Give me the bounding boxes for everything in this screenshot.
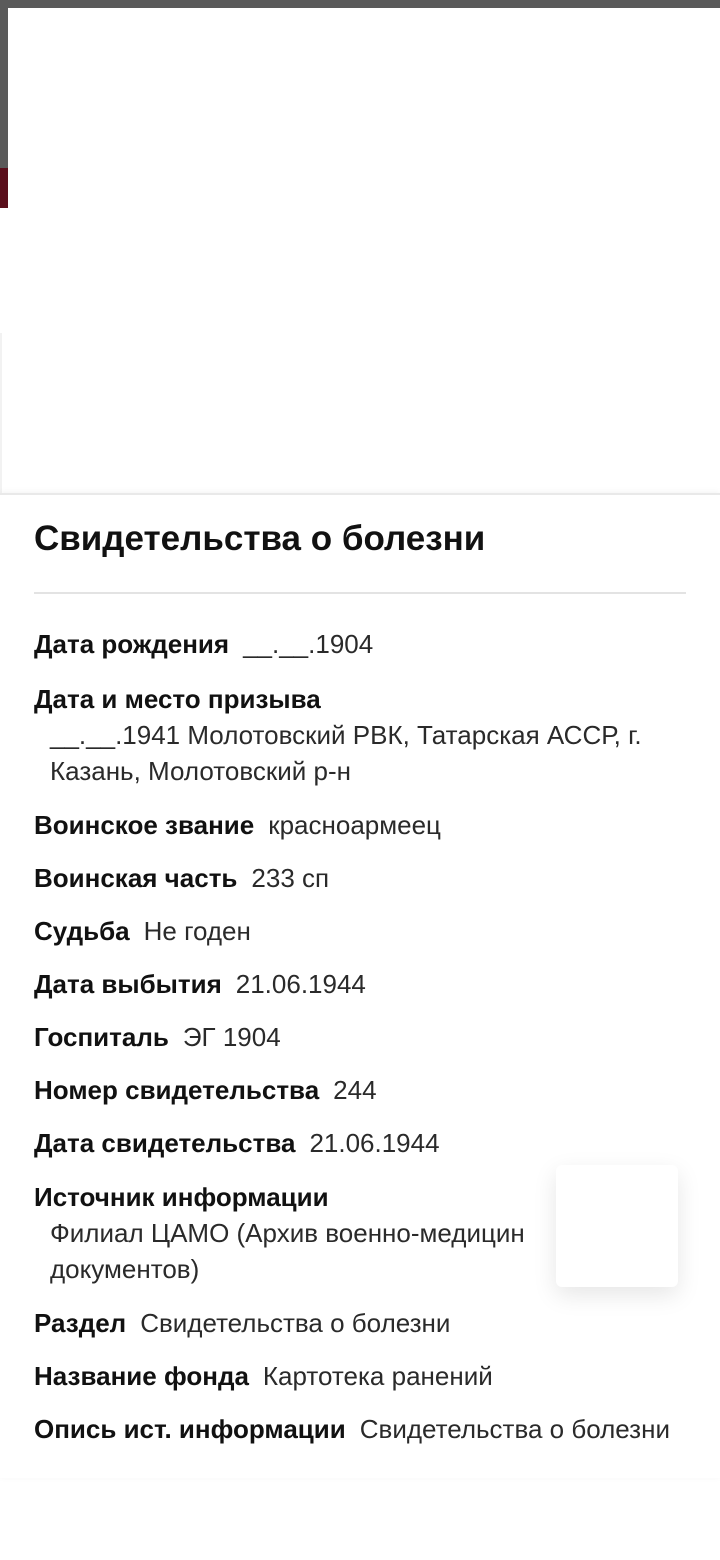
title-divider [34, 592, 686, 594]
field-value: ЭГ 1904 [182, 1022, 281, 1052]
field-unit [34, 860, 686, 896]
field-cert-number [34, 1072, 686, 1108]
field-value: красноармеец [268, 810, 441, 840]
field-value: 21.06.1944 [309, 1128, 440, 1158]
field-label: Дата выбытия [34, 969, 222, 999]
field-fate [34, 913, 686, 949]
field-value: __.__.1904 [243, 629, 374, 659]
field-value: 244 [333, 1075, 377, 1105]
field-value: Филиал ЦАМО (Архив военно-медицин документов) [50, 1218, 525, 1284]
field-value: Свидетельства о болезни [140, 1308, 451, 1338]
blank-middle-panel [0, 333, 720, 493]
field-birth-date [34, 626, 686, 662]
field-conscription [34, 681, 686, 789]
field-section [34, 1305, 686, 1341]
field-label: Название фонда [34, 1361, 249, 1391]
field-value: 233 сп [251, 863, 330, 893]
field-label: Судьба [34, 916, 130, 946]
field-label: Опись ист. информации [34, 1414, 346, 1444]
field-label: Воинская часть [34, 863, 238, 893]
field-label: Номер свидетельства [34, 1075, 320, 1105]
field-value: Свидетельства о болезни [359, 1414, 670, 1444]
floating-button-placeholder[interactable] [556, 1165, 678, 1287]
field-fund-name [34, 1358, 686, 1394]
field-label: Дата рождения [34, 629, 230, 659]
field-value: 21.06.1944 [235, 969, 366, 999]
field-label: Источник информации [34, 1182, 329, 1212]
field-value: Не годен [143, 916, 251, 946]
field-label: Дата и место призыва [34, 684, 321, 714]
blank-top-panel [8, 8, 720, 333]
background-overlay-top [0, 0, 720, 8]
field-value: Картотека ранений [262, 1361, 493, 1391]
field-label: Дата свидетельства [34, 1128, 296, 1158]
field-label: Воинское звание [34, 810, 255, 840]
field-label: Раздел [34, 1308, 127, 1338]
record-card [0, 493, 720, 1478]
field-hospital [34, 1019, 686, 1055]
field-rank [34, 807, 686, 843]
background-overlay-left [0, 0, 8, 168]
field-inventory [34, 1411, 686, 1447]
field-value: __.__.1941 Молотовский РВК, Татарская АССР, г. Казань, Молотовский р-н [50, 720, 642, 786]
field-leave-date [34, 966, 686, 1002]
card-title: Свидетельства о болезни [34, 519, 486, 558]
background-header-strip [0, 168, 8, 208]
field-cert-date [34, 1125, 686, 1161]
field-label: Госпиталь [34, 1022, 169, 1052]
